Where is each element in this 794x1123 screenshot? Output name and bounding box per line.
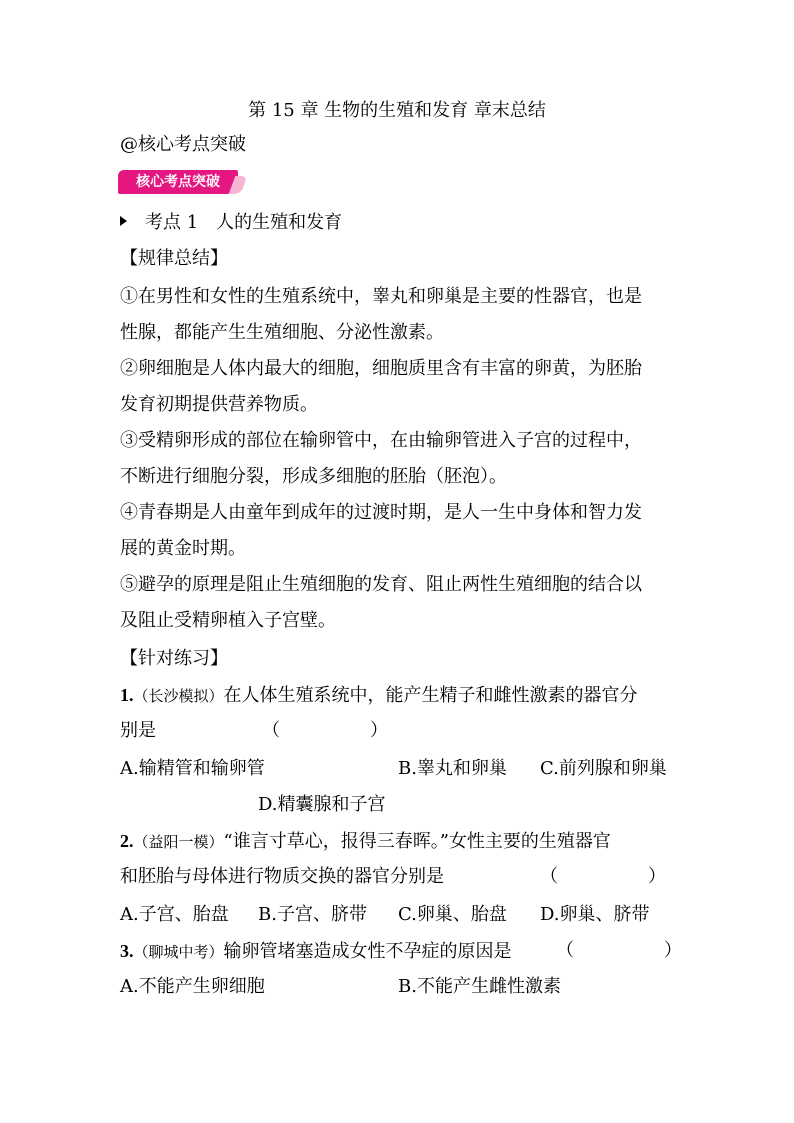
question-number: 1. (120, 685, 134, 705)
option-d: D.精囊腺和子宫 (258, 794, 386, 815)
option-a: A.不能产生卵细胞 (120, 976, 265, 997)
practice-heading: 【针对练习】 (120, 648, 228, 669)
summary-line: ④青春期是人由童年到成年的过渡时期，是人一生中身体和智力发 (120, 502, 642, 523)
question-text: 输卵管堵塞造成女性不孕症的原因是 (223, 941, 512, 962)
summary-line: ⑤避孕的原理是阻止生殖细胞的发育、阻止两性生殖细胞的结合以 (120, 574, 642, 595)
summary-line: 展的黄金时期。 (120, 538, 246, 559)
option-b: B.睾丸和卵巢 (398, 758, 507, 779)
option-c: C.卵巢、胎盘 (398, 904, 507, 925)
question-number: 3. (120, 941, 134, 961)
summary-line: 不断进行细胞分裂，形成多细胞的胚胎（胚泡）。 (120, 466, 507, 487)
section-subtitle: @核心考点突破 (120, 134, 246, 155)
summary-line: ②卵细胞是人体内最大的细胞，细胞质里含有丰富的卵黄，为胚胎 (120, 358, 642, 379)
summary-heading: 【规律总结】 (120, 248, 228, 269)
option-b: B.不能产生雌性激素 (398, 976, 561, 997)
topic-heading (120, 210, 342, 236)
summary-line: 性腺，都能产生生殖细胞、分泌性激素。 (120, 322, 444, 343)
summary-line: 发育初期提供营养物质。 (120, 394, 318, 415)
option-a: A.输精管和输卵管 (120, 758, 265, 779)
summary-line: ①在男性和女性的生殖系统中，睾丸和卵巢是主要的性器官，也是 (120, 286, 642, 307)
question-text: 在人体生殖系统中，能产生精子和雌性激素的器官分 (223, 685, 638, 706)
page-title: 第 15 章 生物的生殖和发育 章末总结 (248, 100, 546, 121)
answer-blank: （ ） (540, 866, 666, 887)
summary-line: ③受精卵形成的部位在输卵管中，在由输卵管进入子宫的过程中， (120, 430, 642, 451)
question-3 (120, 938, 512, 965)
topic-label: 考点 1 人的生殖和发育 (145, 212, 343, 233)
question-text-continued: 别是 (120, 720, 156, 741)
question-1 (120, 682, 638, 709)
question-number: 2. (120, 831, 134, 851)
option-a: A.子宫、胎盘 (120, 904, 229, 925)
option-c: C.前列腺和卵巢 (540, 758, 667, 779)
answer-blank: （ ） (262, 720, 388, 741)
question-source: （长沙模拟） (133, 687, 224, 705)
option-b: B.子宫、脐带 (258, 904, 367, 925)
question-source: （聊城中考） (133, 943, 224, 961)
question-text-continued: 和胚胎与母体进行物质交换的器官分别是 (120, 866, 444, 887)
question-source: （益阳一模） (133, 833, 224, 851)
answer-blank: （ ） (556, 940, 682, 961)
question-text: “谁言寸草心，报得三春晖。”女性主要的生殖器官 (223, 831, 611, 852)
section-badge: 核心考点突破 (118, 170, 238, 194)
triangle-bullet-icon (120, 216, 127, 226)
summary-line: 及阻止受精卵植入子宫壁。 (120, 610, 336, 631)
question-2 (120, 828, 611, 855)
option-d: D.卵巢、脐带 (540, 904, 650, 925)
